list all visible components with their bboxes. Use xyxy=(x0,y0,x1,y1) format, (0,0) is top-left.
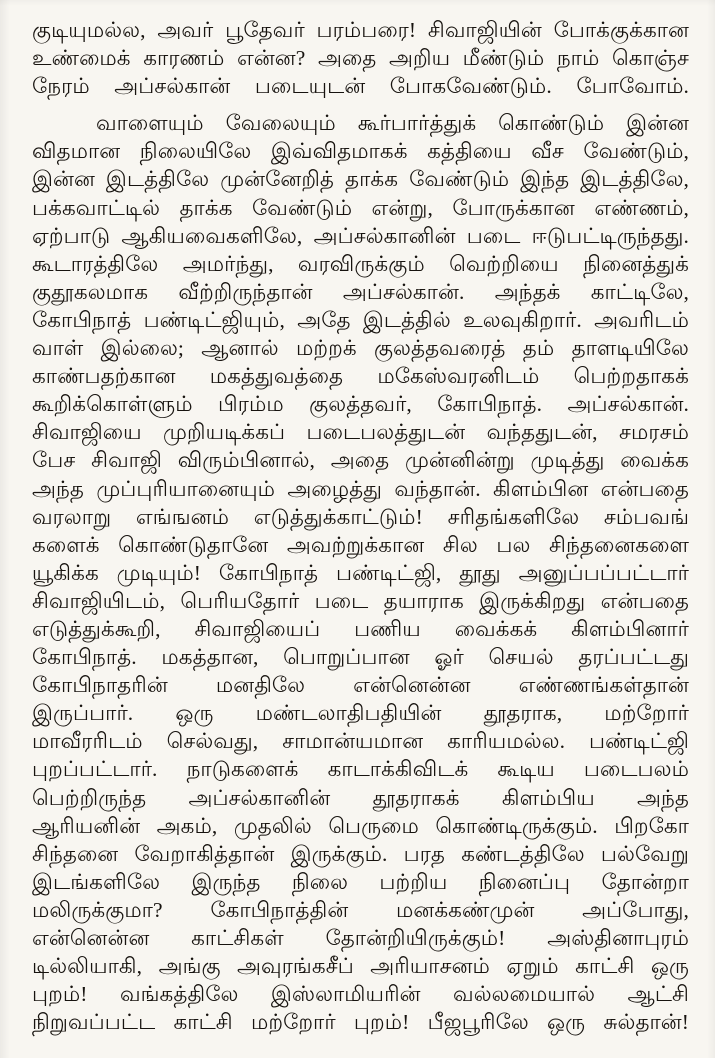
text-line: கூடாரத்திலே அமர்ந்து, வரவிருக்கும் வெற்றியை நினைத்துக் xyxy=(32,251,689,276)
text-line: விதமான நிலையிலே இவ்விதமாகக் கத்தியை வீச வேண்டும், xyxy=(32,139,689,164)
text-line: குதூகலமாக வீற்றிருந்தான் அப்சல்கான். அந்தக் காட்டிலே, xyxy=(32,279,689,304)
paragraph xyxy=(32,16,689,100)
text-line: நிறுவப்பட்ட காட்சி மற்றோர் புறம்! பீஜபூரிலே ஒரு சுல்தான்! xyxy=(32,1010,689,1035)
text-line: வாளையும் வேலையும் கூர்பார்த்துக் கொண்டும் இன்ன xyxy=(96,111,689,136)
text-line: என்னென்ன காட்சிகள் தோன்றியிருக்கும்! அஸ்தினாபுரம் xyxy=(32,926,689,950)
text-line: கோபிநாத் பண்டிட்ஜியும், அதே இடத்தில் உலவுகிறார். அவரிடம் xyxy=(32,307,689,332)
text-line: நேரம் அப்சல்கான் படையுடன் போகவேண்டும். போவோம். xyxy=(32,74,689,99)
text-line: இருப்பார். ஒரு மண்டலாதிபதியின் தூதராக, மற்றோர் xyxy=(32,701,689,726)
paragraph xyxy=(32,109,689,1036)
text-line: பெற்றிருந்த அப்சல்கானின் தூதராகக் கிளம்பிய அந்த xyxy=(32,785,689,810)
text-line: புறப்பட்டார். நாடுகளைக் காடாக்கிவிடக் கூடிய படைபலம் xyxy=(32,757,689,782)
text-line: பக்கவாட்டில் தாக்க வேண்டும் என்று, போருக்கான எண்ணம், xyxy=(32,195,689,220)
text-line: வரலாறு எங்ஙனம் எடுத்துக்காட்டும்! சரிதங்களிலே சம்பவங் xyxy=(32,504,689,529)
text-line: சிவாஜியை முறியடிக்கப் படைபலத்துடன் வந்ததுடன், சமரசம் xyxy=(32,420,689,445)
text-line: டில்லியாகி, அங்கு அவுரங்கசீப் அரியாசனம் ஏறும் காட்சி ஒரு xyxy=(32,954,689,979)
text-line: உண்மைக் காரணம் என்ன? அதை அறிய மீண்டும் நாம் கொஞ்ச xyxy=(32,46,689,71)
text-line: கோபிநாத். மகத்தான, பொறுப்பான ஓர் செயல் தரப்பட்டது xyxy=(32,645,689,670)
text-line: சிவாஜியிடம், பெரியதோர் படை தயாராக இருக்கிறது என்பதை xyxy=(32,588,689,613)
text-line: இடங்களிலே இருந்த நிலை பற்றிய நினைப்பு தோன்றா xyxy=(32,869,689,894)
text-line: யூகிக்க முடியும்! கோபிநாத் பண்டிட்ஜி, தூது அனுப்பப்பட்டார் xyxy=(32,560,689,585)
text-line: மாவீரரிடம் செல்வது, சாமான்யமான காரியமல்ல. பண்டிட்ஜி xyxy=(32,729,689,754)
text-line: ஆரியனின் அகம், முதலில் பெருமை கொண்டிருக்கும். பிறகோ xyxy=(32,813,689,838)
text-line: சிந்தனை வேறாகித்தான் இருக்கும். பரத கண்டத்திலே பல்வேறு xyxy=(32,841,689,866)
text-line: வாள் இல்லை; ஆனால் மற்றக் குலத்தவரைத் தம் தாளடியிலே xyxy=(32,336,689,361)
text-line: அந்த முப்புரியானையும் அழைத்து வந்தான். கிளம்பின என்பதை xyxy=(32,476,689,501)
text-line: எடுத்துக்கூறி, சிவாஜியைப் பணிய வைக்கக் கிளம்பினார் xyxy=(32,616,689,641)
text-line: குடியுமல்ல, அவர் பூதேவர் பரம்பரை! சிவாஜியின் போக்குக்கான xyxy=(32,18,689,42)
page-text xyxy=(32,16,689,1036)
text-line: புறம்! வங்கத்திலே இஸ்லாமியரின் வல்லமையால் ஆட்சி xyxy=(32,982,689,1007)
text-line: காண்பதற்கான மகத்துவத்தை மகேஸ்வரனிடம் பெற்றதாகக் xyxy=(32,364,689,389)
text-line: கோபிநாதரின் மனதிலே என்னென்ன எண்ணங்கள்தான் xyxy=(32,673,689,698)
text-line: ஏற்பாடு ஆகியவைகளிலே, அப்சல்கானின் படை ஈடுபட்டிருந்தது. xyxy=(32,223,689,248)
text-line: இன்ன இடத்திலே முன்னேறித் தாக்க வேண்டும் இந்த இடத்திலே, xyxy=(32,167,689,192)
text-line: பேச சிவாஜி விரும்பினால், அதை முன்னின்று முடித்து வைக்க xyxy=(32,448,689,473)
text-line: கூறிக்கொள்ளும் பிரம்ம குலத்தவர், கோபிநாத். அப்சல்கான். xyxy=(32,392,689,417)
text-line: மலிருக்குமா? கோபிநாத்தின் மனக்கண்முன் அப்போது, xyxy=(32,897,689,922)
text-line: களைக் கொண்டுதானே அவற்றுக்கான சில பல சிந்தனைகளை xyxy=(32,532,689,557)
